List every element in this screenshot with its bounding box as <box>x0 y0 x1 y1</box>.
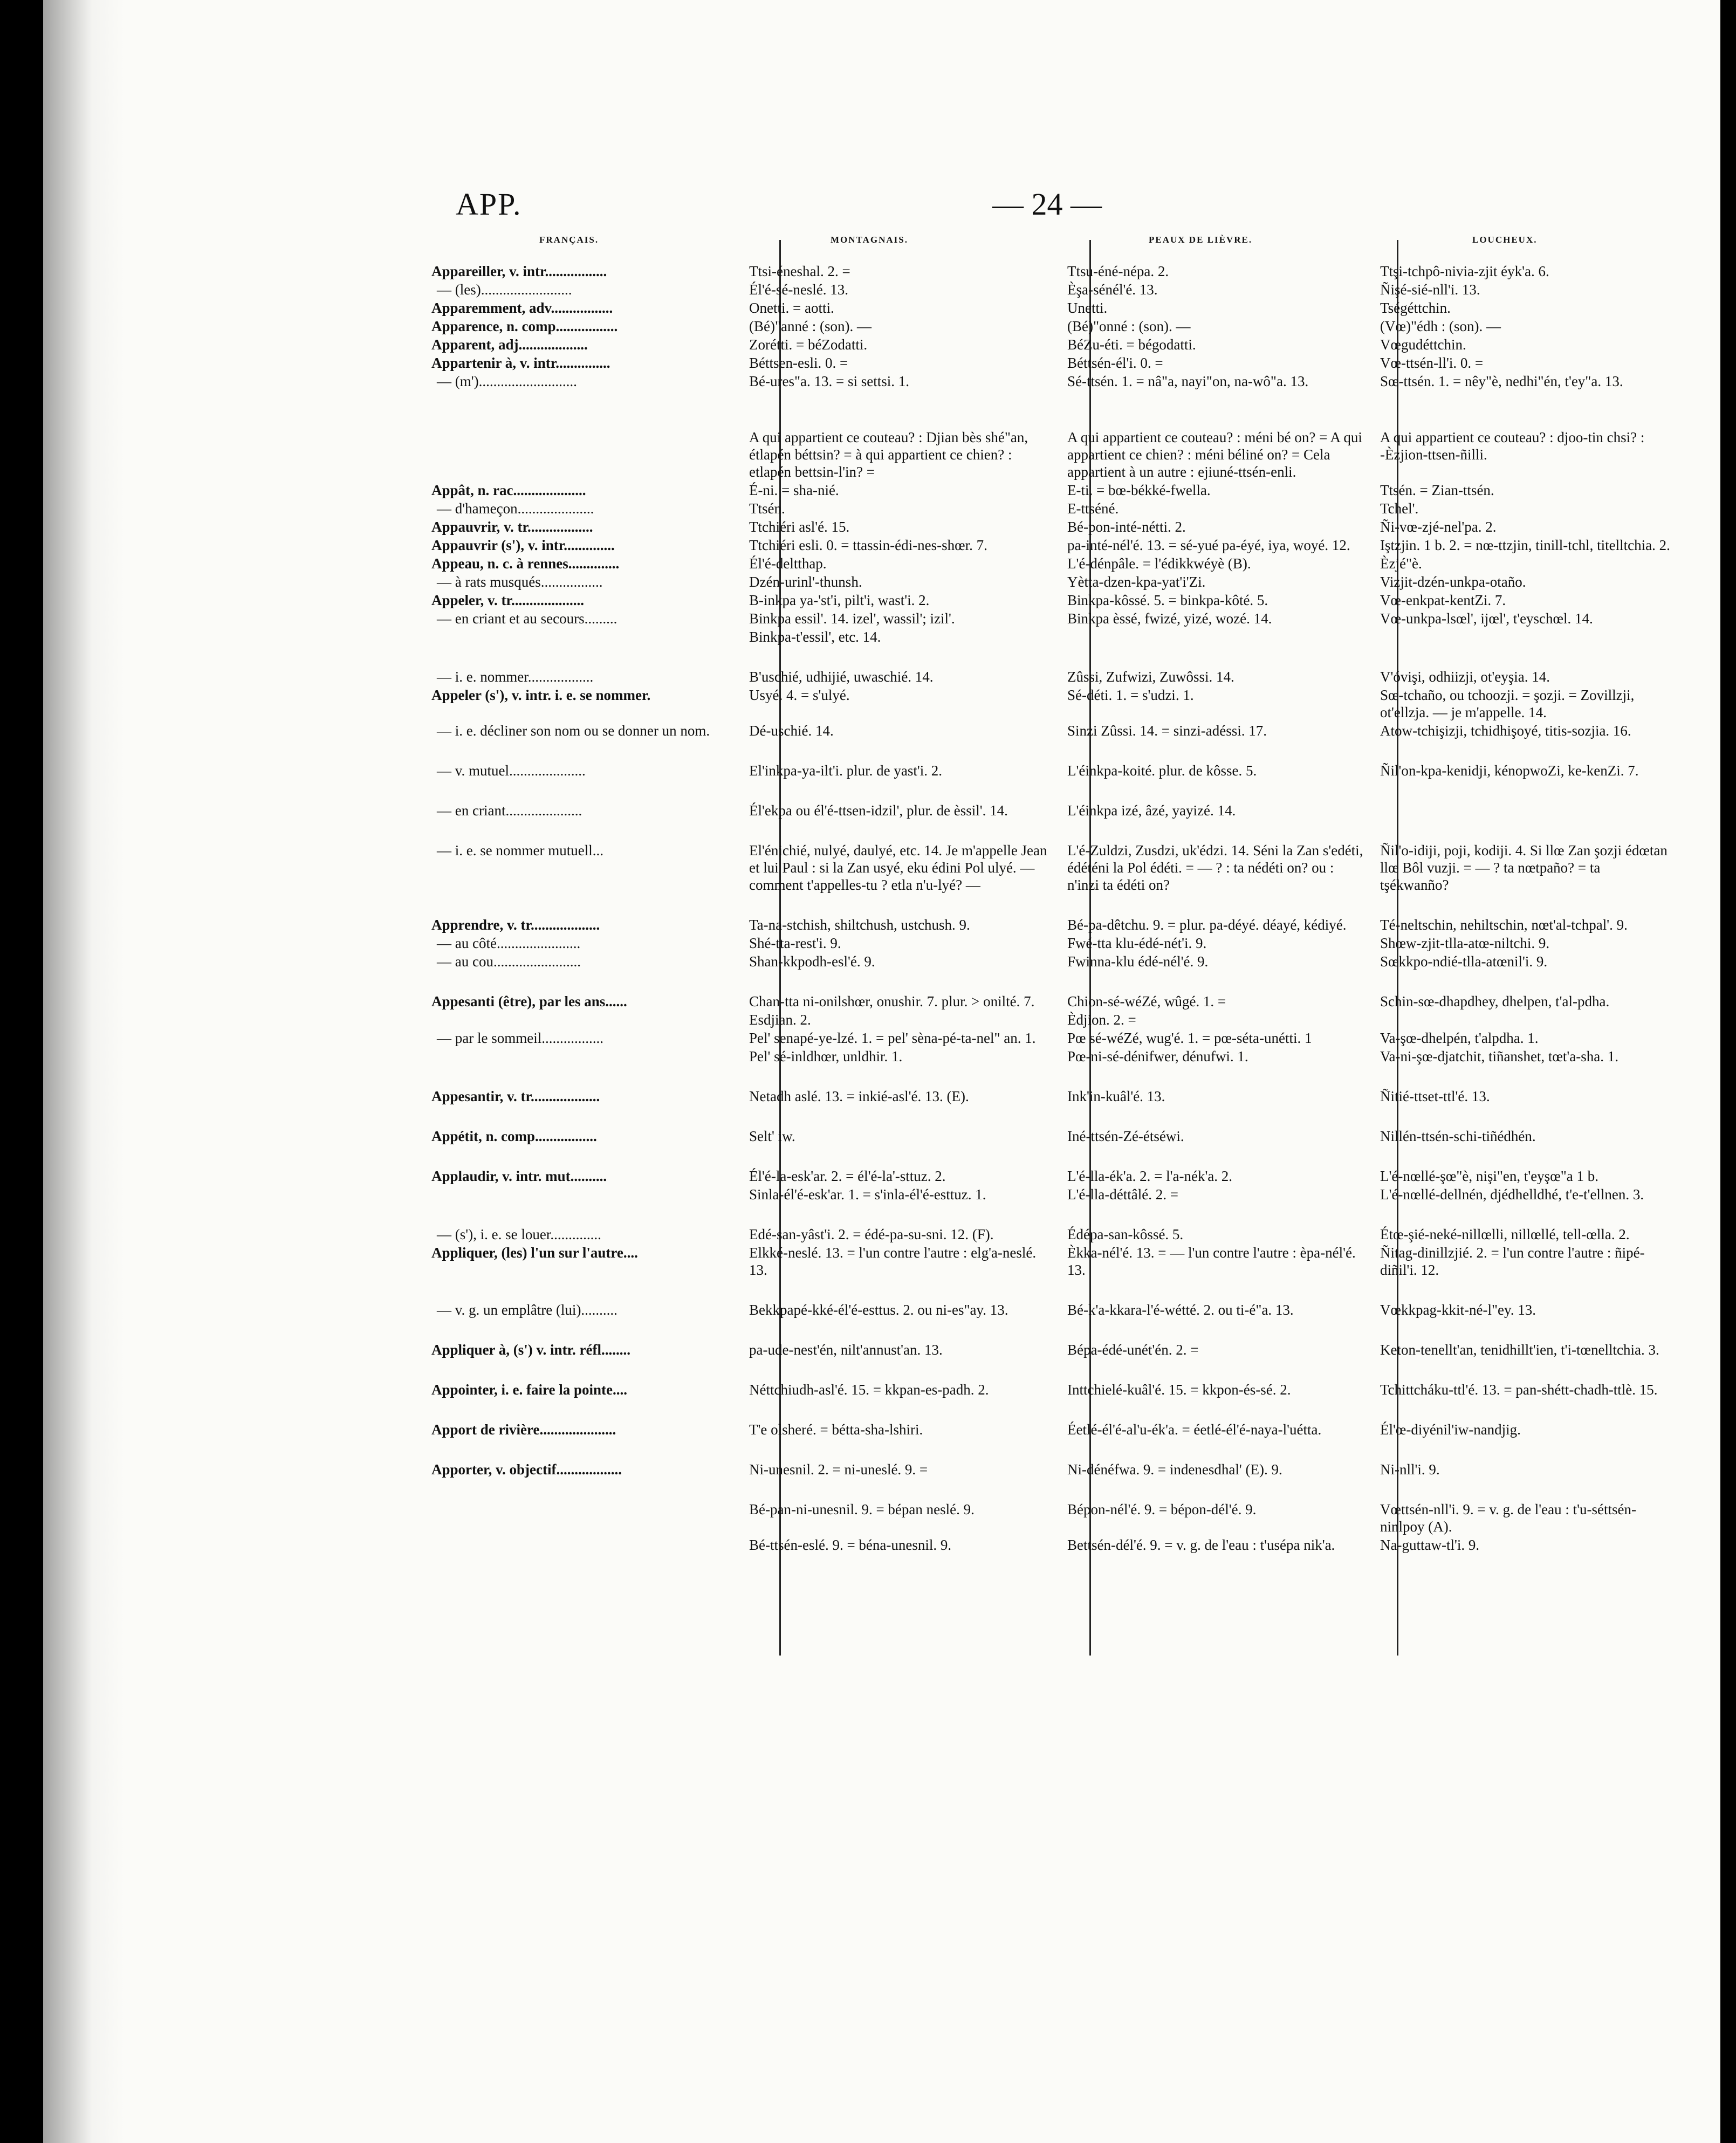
peaux-de-lievre-term: Bé-pon-inté-nétti. 2. <box>1067 519 1186 535</box>
french-term: Apprendre, v. tr................... <box>431 917 600 933</box>
loucheux-term: Shœw-zjit-tlla-atœ-niltchi. 9. <box>1380 935 1550 951</box>
peaux-de-lievre-term: Èşa-sénél'é. 13. <box>1067 281 1158 298</box>
peaux-de-lievre-term: Bé-pa-dêtchu. 9. = plur. pa-déyé. déayé, kédiyé. <box>1067 917 1347 933</box>
loucheux-term: Na-guttaw-tl'i. 9. <box>1380 1537 1480 1553</box>
montagnais-term: Binkpa essil'. 14. izel', wassil'; izil'. <box>749 610 955 627</box>
montagnais-term: Usyé. 4. = s'ulyé. <box>749 687 850 703</box>
peaux-de-lievre-term: Inttchielé-kuâl'é. 15. = kkpon-és-sé. 2. <box>1067 1382 1291 1398</box>
peaux-de-lievre-term: Fwinna-klu édé-nél'é. 9. <box>1067 953 1209 970</box>
loucheux-term: Tchittcháku-ttl'é. 13. = pan-shétt-chadh-ttlè. 15. <box>1380 1382 1658 1398</box>
montagnais-term: Bé-ures"a. 13. = si settsi. 1. <box>749 373 909 389</box>
loucheux-term: V'óvişi, odhiizji, ot'eyşia. 14. <box>1380 669 1550 685</box>
peaux-de-lievre-term: Sé-ttsén. 1. = nâ"a, nayi"on, na-wô"a. 13. <box>1067 373 1309 389</box>
peaux-de-lievre-term: Fwé-tta klu-édé-nét'i. 9. <box>1067 935 1207 951</box>
montagnais-term: Shan-kkpodh-esl'é. 9. <box>749 953 875 970</box>
dictionary-entry-row <box>431 1226 1672 1243</box>
peaux-de-lievre-term: L'éinkpa-koité. plur. de kôsse. 5. <box>1067 763 1257 779</box>
peaux-de-lievre-term: Unetti. <box>1067 300 1108 316</box>
entry-rows <box>431 263 1672 1555</box>
montagnais-term: Bekkpapé-kké-él'é-esttus. 2. ou ni-es"ay. 13. <box>749 1302 1008 1318</box>
loucheux-term: Ttşi-tchpô-nivia-zjit éyk'a. 6. <box>1380 263 1549 279</box>
dictionary-entry-row <box>431 1048 1672 1065</box>
loucheux-term: Èzjé"è. <box>1380 555 1422 572</box>
french-term: Appliquer, (les) l'un sur l'autre.... <box>431 1245 638 1261</box>
dictionary-entry-row <box>431 482 1672 499</box>
dictionary-entry-row <box>431 935 1672 952</box>
french-term: — i. e. nommer.................. <box>437 669 594 685</box>
montagnais-term: A qui appartient ce couteau? : Djian bès shé"an, étlapén béttsin? = à qui appartient ce chien? : etlapén bettsin-l'in? = <box>749 429 1028 480</box>
dictionary-entry-row <box>431 1011 1672 1028</box>
montagnais-term: Bé-ttsén-eslé. 9. = béna-unesnil. 9. <box>749 1537 952 1553</box>
french-term: Appât, n. rac.................... <box>431 482 586 498</box>
dictionary-entry-row <box>431 500 1672 517</box>
french-term: Appareiller, v. intr................. <box>431 263 607 279</box>
french-term <box>431 1501 742 1535</box>
loucheux-term: Vœgudéttchin. <box>1380 336 1466 353</box>
montagnais-term: B-inkpa ya-'st'i, pilt'i, wast'i. 2. <box>749 592 930 608</box>
loucheux-term: Iştzjin. 1 b. 2. = nœ-ttzjin, tinill-tchl, titelltchia. 2. <box>1380 537 1670 553</box>
montagnais-term: B'uschié, udhijié, uwaschié. 14. <box>749 669 934 685</box>
loucheux-term: Ñil'o-idiji, poji, kodiji. 4. Si llœ Zan şozji édœtan llœ Bôl vuzji. = — ? ta nœtpaño? = ta tşékwanño? <box>1380 842 1668 893</box>
dictionary-entry-row <box>431 1029 1672 1047</box>
montagnais-term: É-ni. = sha-nié. <box>749 482 839 498</box>
peaux-de-lievre-term: BéZu-éti. = bégodatti. <box>1067 336 1196 353</box>
montagnais-term: Él'é-la-esk'ar. 2. = él'é-la'-sttuz. 2. <box>749 1168 946 1184</box>
montagnais-term: Néttchiudh-asl'é. 15. = kkpan-es-padh. 2. <box>749 1382 989 1398</box>
montagnais-term: Bé-pan-ni-unesnil. 9. = bépan neslé. 9. <box>749 1501 975 1517</box>
dictionary-entry-row <box>431 1501 1672 1535</box>
french-term: Appartenir à, v. intr............... <box>431 355 610 371</box>
peaux-de-lievre-term: Sinzi Zûssi. 14. = sinzi-adéssi. 17. <box>1067 723 1267 739</box>
peaux-de-lievre-term: Bettsén-dél'é. 9. = v. g. de l'eau : t'usépa nik'a. <box>1067 1537 1335 1553</box>
loucheux-term: A qui appartient ce couteau? : djoo-tin chsi? : -Èzjion-ttsen-ñilli. <box>1380 429 1645 463</box>
montagnais-term: Él'ekpa ou él'é-ttsen-idzil', plur. de èssil'. 14. <box>749 802 1008 819</box>
loucheux-term <box>1373 628 1672 645</box>
french-term: Apparent, adj................... <box>431 336 588 353</box>
french-term: Appointer, i. e. faire la pointe.... <box>431 1382 627 1398</box>
column-header-loucheux: LOUCHEUX. <box>1472 235 1538 245</box>
french-term: Apporter, v. objectif.................. <box>431 1461 622 1478</box>
montagnais-term: Él'é-sé-neslé. 13. <box>749 281 849 298</box>
dictionary-entry-row <box>431 916 1672 933</box>
french-term <box>431 429 742 480</box>
loucheux-term: Vœ-ttsén-ll'i. 0. = <box>1380 355 1484 371</box>
french-term: — (s'), i. e. se louer.............. <box>437 1226 601 1242</box>
dictionary-entry-row <box>431 592 1672 609</box>
loucheux-term: Schin-sœ-dhapdhey, dhelpen, t'al-pdha. <box>1380 993 1610 1009</box>
peaux-de-lievre-term: Édépa-san-kôssé. 5. <box>1067 1226 1184 1242</box>
loucheux-term: Va-şœ-dhelpén, t'alpdha. 1. <box>1380 1030 1539 1046</box>
montagnais-term: Ttchiéri asl'é. 15. <box>749 519 850 535</box>
dictionary-entry-row <box>431 668 1672 685</box>
french-term: Apparence, n. comp................. <box>431 318 618 334</box>
running-head: APP. <box>456 187 522 222</box>
montagnais-term: Ta-na-stchish, shiltchush, ustchush. 9. <box>749 917 970 933</box>
peaux-de-lievre-term: Binkpa-kôssé. 5. = binkpa-kôté. 5. <box>1067 592 1268 608</box>
peaux-de-lievre-term: Binkpa èssé, fwizé, yizé, wozé. 14. <box>1067 610 1272 627</box>
montagnais-term: Binkpa-t'essil', etc. 14. <box>749 629 881 645</box>
french-term: Appétit, n. comp................. <box>431 1128 597 1144</box>
french-term: Applaudir, v. intr. mut.......... <box>431 1168 607 1184</box>
dictionary-entry-row <box>431 1301 1672 1318</box>
peaux-de-lievre-term: Ni-dénéfwa. 9. = indenesdhal' (E). 9. <box>1067 1461 1282 1478</box>
french-term <box>431 628 742 645</box>
dictionary-entry-row <box>431 1341 1672 1358</box>
dictionary-entry-row <box>431 993 1672 1010</box>
french-term: Appesantir, v. tr................... <box>431 1088 600 1104</box>
french-term: Apparemment, adv................. <box>431 300 613 316</box>
peaux-de-lievre-term: A qui appartient ce couteau? : méni bé on? = A qui appartient ce chien? : méni béliné on? = Cela appartient à un autre : ejiuné-ttsén-enli. <box>1067 429 1362 480</box>
montagnais-term: Pel' sé-inldhœr, unldhir. 1. <box>749 1048 903 1064</box>
dictionary-entry-row <box>431 373 1672 390</box>
loucheux-term: Té-neltschin, nehiltschin, nœt'al-tchpal'. 9. <box>1380 917 1628 933</box>
french-term: — en criant et au secours......... <box>437 610 617 627</box>
dictionary-entry-row <box>431 1381 1672 1398</box>
loucheux-term: Ttsén. = Zian-ttsén. <box>1380 482 1494 498</box>
loucheux-term <box>1373 802 1672 819</box>
dictionary-entry-row <box>431 299 1672 317</box>
peaux-de-lievre-term: L'é-dénpâle. = l'édikkwéyè (B). <box>1067 555 1251 572</box>
montagnais-term: Chan-tta ni-onilshœr, onushir. 7. plur. > onilté. 7. <box>749 993 1035 1009</box>
loucheux-term: Va-ni-şœ-djatchit, tiñanshet, tœt'a-sha. 1. <box>1380 1048 1619 1064</box>
montagnais-term: (Bé)"anné : (son). — <box>749 318 872 334</box>
montagnais-term: Sinla-él'é-esk'ar. 1. = s'inla-él'é-esttuz. 1. <box>749 1186 986 1203</box>
french-term <box>431 1186 742 1203</box>
dictionary-entry-row <box>431 429 1672 480</box>
loucheux-term: Atow-tchişizji, tchidhişoyé, titis-sozjia. 16. <box>1380 723 1631 739</box>
dictionary-page <box>43 0 1720 2143</box>
page-number: — 24 — <box>992 187 1102 222</box>
french-term <box>431 1011 742 1028</box>
dictionary-entry-row <box>431 318 1672 335</box>
loucheux-term: Ñişé-sié-nll'i. 13. <box>1380 281 1480 298</box>
dictionary-entry-row <box>431 953 1672 970</box>
dictionary-entry-row <box>431 555 1672 572</box>
french-term: Appeler, v. tr.................... <box>431 592 585 608</box>
montagnais-term: Él'é-deltthap. <box>749 555 827 572</box>
loucheux-term: Sœ-ttsén. 1. = nêy"è, nedhi"én, t'ey"a. 13. <box>1380 373 1623 389</box>
montagnais-term: Ttsén. <box>749 500 785 517</box>
peaux-de-lievre-term: E-ttséné. <box>1067 500 1119 517</box>
french-term: Appeau, n. c. à rennes.............. <box>431 555 620 572</box>
loucheux-term: Ni-nll'i. 9. <box>1380 1461 1440 1478</box>
column-header-francais: FRANÇAIS. <box>539 235 599 245</box>
dictionary-entry-row <box>431 573 1672 590</box>
peaux-de-lievre-term: Bépon-nél'é. 9. = bépon-dél'é. 9. <box>1067 1501 1257 1517</box>
peaux-de-lievre-term: Bé-k'a-kkara-l'é-wétté. 2. ou ti-é"a. 13. <box>1067 1302 1294 1318</box>
page-shadow <box>43 0 124 2143</box>
peaux-de-lievre-term: Pœ sé-wéZé, wug'é. 1. = pœ-séta-unétti. 1 <box>1067 1030 1312 1046</box>
dictionary-entry-row <box>431 336 1672 353</box>
french-term <box>431 1536 742 1554</box>
montagnais-term: Shé-tta-rest'i. 9. <box>749 935 841 951</box>
montagnais-term: Ttsi-éneshal. 2. = <box>749 263 850 279</box>
dictionary-entry-row <box>431 518 1672 535</box>
peaux-de-lievre-term: E-ti. = bœ-békké-fwella. <box>1067 482 1211 498</box>
montagnais-term: Edé-san-yâst'i. 2. = édé-pa-su-sni. 12. (F). <box>749 1226 994 1242</box>
dictionary-entry-row <box>431 842 1672 894</box>
loucheux-term: Ñitag-dinillzjié. 2. = l'un contre l'autre : ñipé-diñil'i. 12. <box>1380 1245 1645 1278</box>
dictionary-entry-row <box>431 354 1672 372</box>
loucheux-term: Vœ-enkpat-kentZi. 7. <box>1380 592 1506 608</box>
dictionary-entry-row <box>431 1461 1672 1478</box>
french-term: — en criant..................... <box>437 802 582 819</box>
dictionary-entry-row <box>431 1244 1672 1279</box>
montagnais-term: Dzén-urinl'-thunsh. <box>749 574 862 590</box>
montagnais-term: Onetti. = aotti. <box>749 300 834 316</box>
french-term: — à rats musqués................. <box>437 574 603 590</box>
column-header-peaux-de-lievre: PEAUX DE LIÈVRE. <box>1149 235 1253 245</box>
french-term: — i. e. décliner son nom ou se donner un nom. <box>437 723 710 739</box>
dictionary-entry-row <box>431 762 1672 779</box>
dictionary-entry-row <box>431 722 1672 739</box>
loucheux-term: Tchel'. <box>1380 500 1419 517</box>
french-term: Apport de rivière..................... <box>431 1421 616 1438</box>
loucheux-term: Vœ-unkpa-lsœl', ijœl', t'eyschœl. 14. <box>1380 610 1593 627</box>
peaux-de-lievre-term: L'é-lla-ék'a. 2. = l'a-nék'a. 2. <box>1067 1168 1233 1184</box>
loucheux-term: Sœkkpo-ndié-tlla-atœnil'i. 9. <box>1380 953 1548 970</box>
montagnais-term: Dé-uschié. 14. <box>749 723 834 739</box>
french-term: — (m')........................... <box>437 373 577 389</box>
loucheux-term <box>1373 1011 1672 1028</box>
montagnais-term: El'inkpa-ya-ilt'i. plur. de yast'i. 2. <box>749 763 943 779</box>
peaux-de-lievre-term: L'é-Zuldzi, Zusdzi, uk'édzi. 14. Séni la Zan s'edéti, édéténi la Pol édéti. = — ? : ta nédéti on? ou : n'inzi ta édéti on? <box>1067 842 1363 893</box>
peaux-de-lievre-term: Zûssi, Zufwizi, Zuwôssi. 14. <box>1067 669 1234 685</box>
french-term: — au côté....................... <box>437 935 581 951</box>
montagnais-term: Pel' senapé-ye-lzé. 1. = pel' sèna-pé-ta-nel" an. 1. <box>749 1030 1036 1046</box>
french-term: Appesanti (être), par les ans...... <box>431 993 627 1009</box>
french-term: — (les)......................... <box>437 281 572 298</box>
french-term: — au cou........................ <box>437 953 581 970</box>
french-term: — i. e. se nommer mutuell... <box>437 842 603 858</box>
french-term: Appauvrir, v. tr.................. <box>431 519 593 535</box>
loucheux-term: Ñil'on-kpa-kenidji, kénopwoZi, ke-kenZi. 7. <box>1380 763 1639 779</box>
dictionary-entry-row <box>431 537 1672 554</box>
loucheux-term: Keton-tenellt'an, tenidhillt'ien, t'i-tœnelltchia. 3. <box>1380 1342 1659 1358</box>
peaux-de-lievre-term: Ttsu-éné-népa. 2. <box>1067 263 1169 279</box>
loucheux-term: Vœkkpag-kkit-né-l"ey. 13. <box>1380 1302 1536 1318</box>
column-header-montagnais: MONTAGNAIS. <box>831 235 908 245</box>
peaux-de-lievre-term: Yètta-dzen-kpa-yat'i'Zi. <box>1067 574 1206 590</box>
dictionary-entry-row <box>431 1088 1672 1105</box>
peaux-de-lievre-term: L'é-lla-déttâlé. 2. = <box>1067 1186 1178 1203</box>
peaux-de-lievre-term: Èdjion. 2. = <box>1067 1012 1136 1028</box>
loucheux-term: (Vœ)"édh : (son). — <box>1380 318 1501 334</box>
dictionary-entry-row <box>431 263 1672 280</box>
dictionary-entry-row <box>431 610 1672 627</box>
montagnais-term: El'énichié, nulyé, daulyé, etc. 14. Je m'appelle Jean et lui Paul : si la Zan usyé, eku édini Pol ulyé. — comment t'appelles-tu ? etla n'u-lyé? — <box>749 842 1047 893</box>
peaux-de-lievre-term <box>1060 628 1373 645</box>
french-term: — d'hameçon..................... <box>437 500 594 517</box>
loucheux-term: Tségéttchin. <box>1380 300 1451 316</box>
peaux-de-lievre-term: Sé-déti. 1. = s'udzi. 1. <box>1067 687 1194 703</box>
peaux-de-lievre-term: Éetlé-él'é-al'u-ék'a. = éetlé-él'é-naya-l'uétta. <box>1067 1421 1322 1438</box>
peaux-de-lievre-term: Pœ-ni-sé-dénifwer, dénufwi. 1. <box>1067 1048 1248 1064</box>
loucheux-term: L'é-nœllé-şœ"è, nişi"en, t'eyşœ"a 1 b. <box>1380 1168 1598 1184</box>
montagnais-term: T'e olsheré. = bétta-sha-lshiri. <box>749 1421 923 1438</box>
montagnais-term: Selt' iw. <box>749 1128 795 1144</box>
loucheux-term: Étœ-şié-neké-nillœlli, nillœllé, tell-œlla. 2. <box>1380 1226 1630 1242</box>
montagnais-term: Zorétti. = béZodatti. <box>749 336 868 353</box>
dictionary-entry-row <box>431 686 1672 721</box>
dictionary-entry-row <box>431 1186 1672 1203</box>
loucheux-term: Vœttsén-nll'i. 9. = v. g. de l'eau : t'u-séttsén-ninlpoy (A). <box>1380 1501 1636 1535</box>
montagnais-term: Ttchiéri esli. 0. = ttassin-édi-nes-shœr. 7. <box>749 537 987 553</box>
loucheux-term: Ñitié-ttset-ttl'é. 13. <box>1380 1088 1490 1104</box>
loucheux-term: Sœ-tchaño, ou tchoozji. = şozji. = Zovillzji, ot'ellzja. — je m'appelle. 14. <box>1380 687 1635 720</box>
peaux-de-lievre-term: Chion-sé-wéZé, wûgé. 1. = <box>1067 993 1226 1009</box>
dictionary-entry-row <box>431 628 1672 645</box>
peaux-de-lievre-term: Bépa-édé-unét'én. 2. = <box>1067 1342 1199 1358</box>
montagnais-term: Esdjian. 2. <box>749 1012 811 1028</box>
peaux-de-lievre-term: L'éinkpa izé, âzé, yayizé. 14. <box>1067 802 1236 819</box>
french-term <box>431 1048 742 1065</box>
french-term: Appeler (s'), v. intr. i. e. se nommer. <box>431 687 651 703</box>
montagnais-term: Elkké-neslé. 13. = l'un contre l'autre : elg'a-neslé. 13. <box>749 1245 1037 1278</box>
peaux-de-lievre-term: (Bé)"onné : (son). — <box>1067 318 1191 334</box>
french-term: — par le sommeil................. <box>437 1030 603 1046</box>
dictionary-entry-row <box>431 1536 1672 1554</box>
montagnais-term: Béttsen-esli. 0. = <box>749 355 848 371</box>
loucheux-term: Él'œ-diyénil'iw-nandjig. <box>1380 1421 1521 1438</box>
peaux-de-lievre-term: Èkka-nél'é. 13. = — l'un contre l'autre : èpa-nél'é. 13. <box>1067 1245 1356 1278</box>
montagnais-term: pa-ude-nest'én, nilt'annust'an. 13. <box>749 1342 943 1358</box>
peaux-de-lievre-term: pa-inté-nél'é. 13. = sé-yué pa-éyé, iya, woyé. 12. <box>1067 537 1350 553</box>
dictionary-entry-row <box>431 1421 1672 1438</box>
loucheux-term: Ñi-vœ-zjé-nel'pa. 2. <box>1380 519 1497 535</box>
dictionary-entry-row <box>431 1128 1672 1145</box>
dictionary-entry-row <box>431 802 1672 819</box>
french-term: — v. mutuel..................... <box>437 763 586 779</box>
dictionary-entry-row <box>431 1167 1672 1185</box>
french-term: — v. g. un emplâtre (lui).......... <box>437 1302 617 1318</box>
loucheux-term: Nillén-ttsén-schi-tiñédhén. <box>1380 1128 1536 1144</box>
dictionary-entry-row <box>431 281 1672 298</box>
loucheux-term: Vizjit-dzén-unkpa-otaño. <box>1380 574 1526 590</box>
peaux-de-lievre-term: Béttsén-él'i. 0. = <box>1067 355 1163 371</box>
french-term: Appauvrir (s'), v. intr.............. <box>431 537 615 553</box>
montagnais-term: Ni-unesnil. 2. = ni-uneslé. 9. = <box>749 1461 928 1478</box>
french-term: Appliquer à, (s') v. intr. réfl........ <box>431 1342 631 1358</box>
loucheux-term: L'é-nœllé-dellnén, djédhelldhé, t'e-t'ellnen. 3. <box>1380 1186 1644 1203</box>
peaux-de-lievre-term: Iné-ttsén-Zé-étséwi. <box>1067 1128 1184 1144</box>
montagnais-term: Netadh aslé. 13. = inkié-asl'é. 13. (E). <box>749 1088 969 1104</box>
peaux-de-lievre-term: Ink'in-kuâl'é. 13. <box>1067 1088 1165 1104</box>
